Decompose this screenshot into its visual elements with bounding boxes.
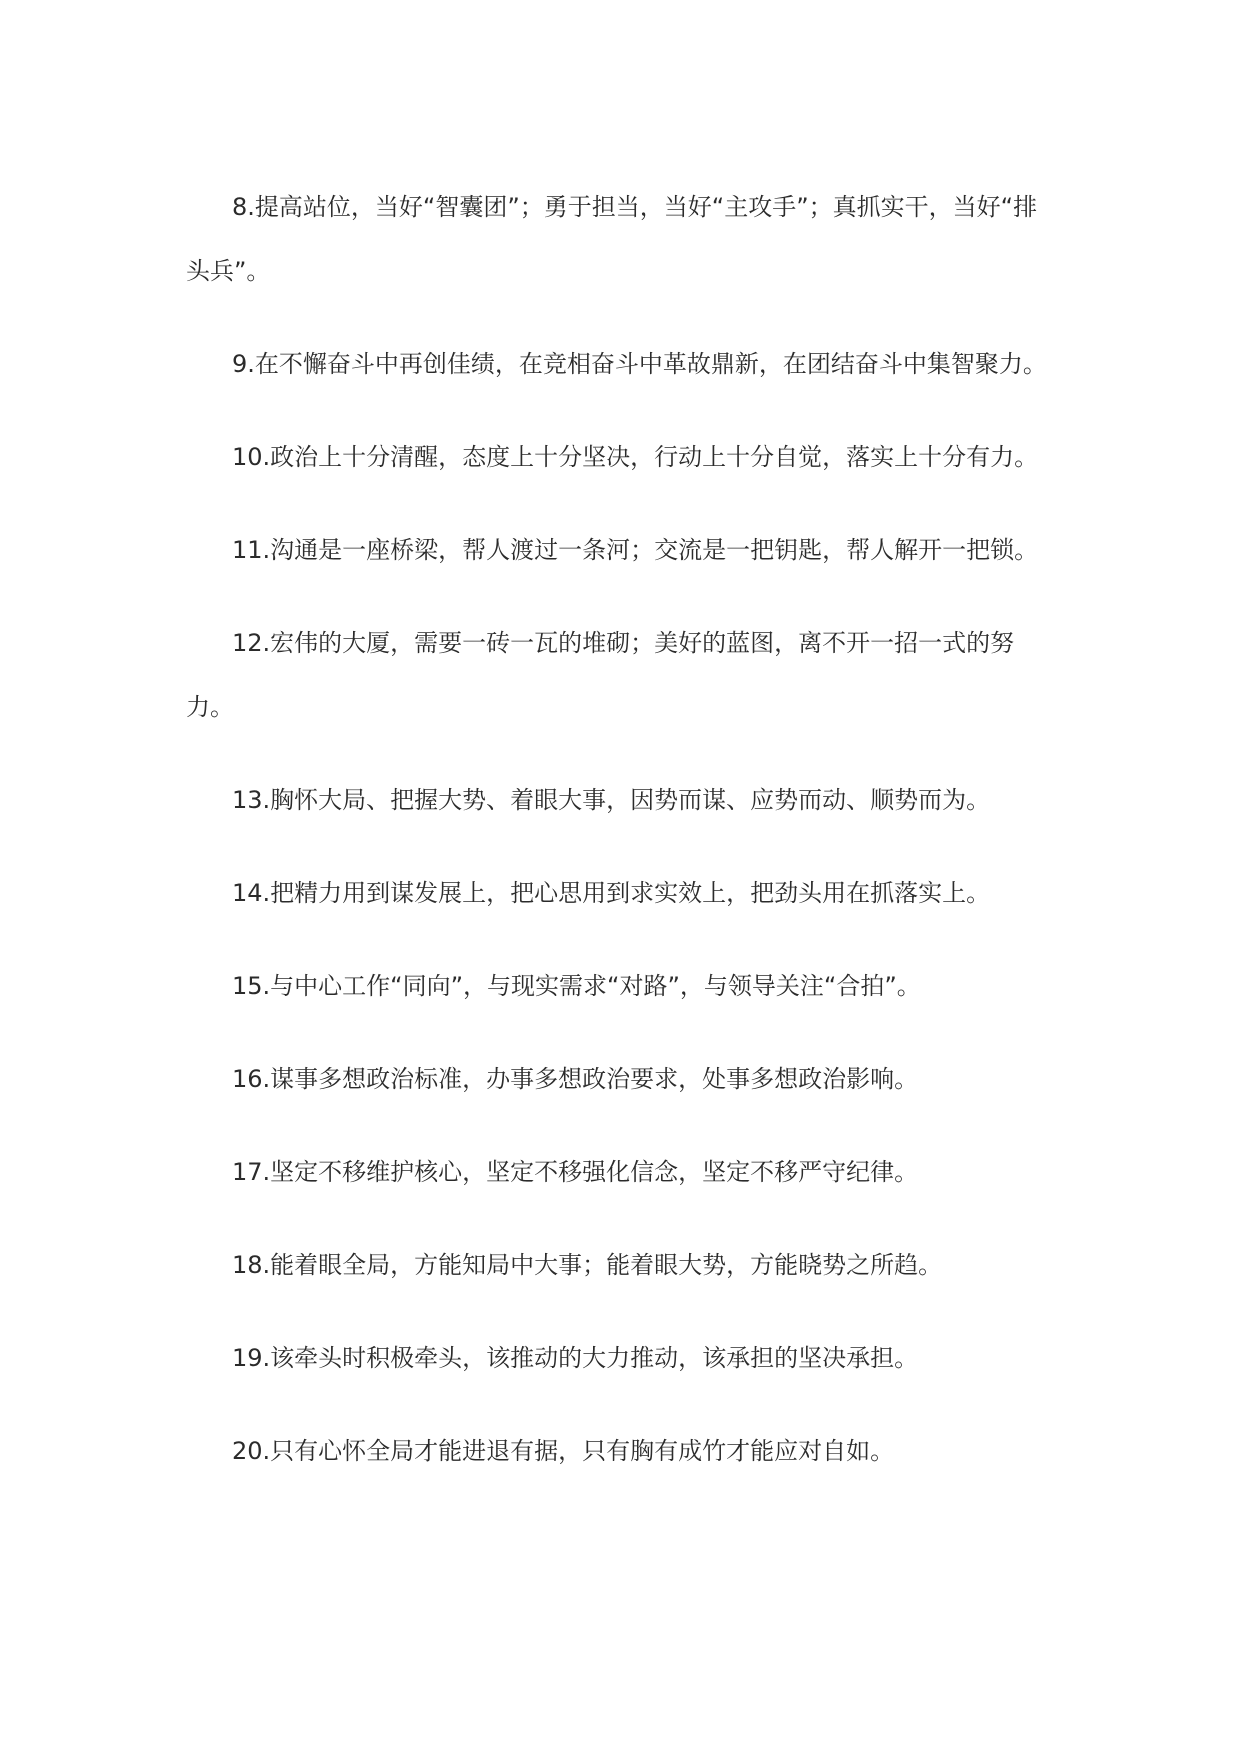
paragraph-17: 17.坚定不移维护核心，坚定不移强化信念，坚定不移严守纪律。	[232, 1158, 919, 1186]
paragraph-10: 10.政治上十分清醒，态度上十分坚决，行动上十分自觉，落实上十分有力。	[232, 443, 1039, 471]
paragraph-15: 15.与中心工作“同向”，与现实需求“对路”，与领导关注“合拍”。	[232, 972, 921, 1000]
paragraph-9: 9.在不懈奋斗中再创佳绩，在竞相奋斗中革故鼎新，在团结奋斗中集智聚力。	[232, 350, 1047, 378]
paragraph-11: 11.沟通是一座桥梁，帮人渡过一条河；交流是一把钥匙，帮人解开一把锁。	[232, 536, 1039, 564]
paragraph-19: 19.该牵头时积极牵头，该推动的大力推动，该承担的坚决承担。	[232, 1344, 919, 1372]
paragraph-12: 12.宏伟的大厦，需要一砖一瓦的堆砌；美好的蓝图，离不开一招一式的努力。	[186, 629, 1015, 721]
paragraph-20: 20.只有心怀全局才能进退有据，只有胸有成竹才能应对自如。	[232, 1437, 895, 1465]
document-body	[186, 175, 1056, 1483]
paragraph-18: 18.能着眼全局，方能知局中大事；能着眼大势，方能晓势之所趋。	[232, 1251, 943, 1279]
paragraph-14: 14.把精力用到谋发展上，把心思用到求实效上，把劲头用在抓落实上。	[232, 879, 991, 907]
paragraph-8: 8.提高站位，当好“智囊团”；勇于担当，当好“主攻手”；真抓实干，当好“排头兵”。	[186, 193, 1038, 285]
paragraph-16: 16.谋事多想政治标准，办事多想政治要求，处事多想政治影响。	[232, 1065, 919, 1093]
paragraph-13: 13.胸怀大局、把握大势、着眼大事，因势而谋、应势而动、顺势而为。	[232, 786, 991, 814]
